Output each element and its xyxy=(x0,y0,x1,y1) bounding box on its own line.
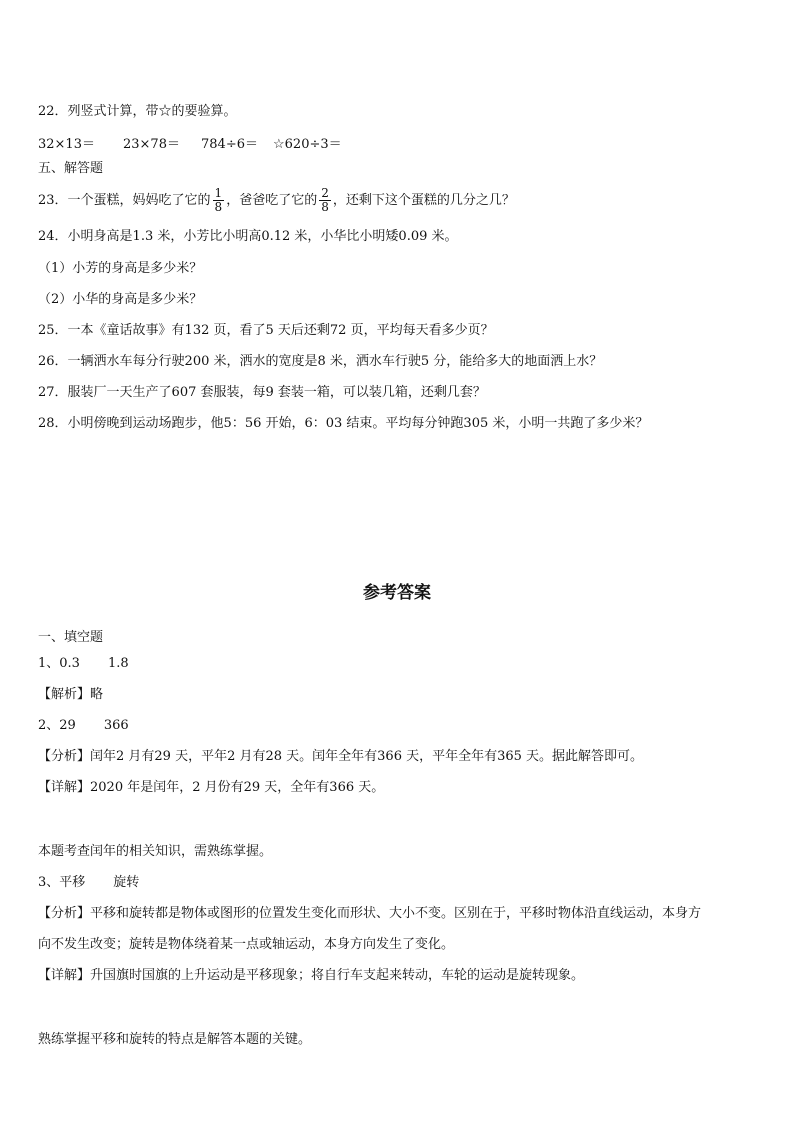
fraction-two-eighths: $\frac{2}{8}$ xyxy=(321,186,329,214)
answer-1-value-2: 1.8 xyxy=(107,656,129,671)
answer-3-value-1: 3、平移 xyxy=(38,875,86,890)
answer-1-value-1: 1、0.3 xyxy=(38,656,80,671)
answer-section-1-heading: 一、填空题 xyxy=(38,630,104,645)
question-24-part-1: （1）小芳的身高是多少米？ xyxy=(38,261,203,276)
answer-2-value-2: 366 xyxy=(103,718,129,733)
fraction-one-eighth: $\frac{1}{8}$ xyxy=(214,186,223,214)
question-28: 28．小明傍晚到运动场跑步，他5：56 开始，6：03 结束。平均每分钟跑305 米，小明一共跑了多少米？ xyxy=(38,416,649,431)
answer-3-analysis-line-1: 【分析】平移和旋转都是物体或图形的位置发生变化而形状、大小不变。区别在于，平移时物体沿直线运动，本身方 xyxy=(38,906,702,921)
calc-item-2: 23×78＝ xyxy=(123,137,180,152)
answers-title: 参考答案 xyxy=(363,583,431,603)
q23-text-pre: 23．一个蛋糕，妈妈吃了它的 xyxy=(38,193,211,208)
question-25: 25．一本《童话故事》有132 页，看了5 天后还剩72 页，平均每天看多少页？ xyxy=(38,323,494,338)
calc-item-4: ☆620÷3＝ xyxy=(273,137,342,152)
answer-2-detail: 【详解】2020 年是闰年，2 月份有29 天，全年有366 天。 xyxy=(38,780,385,795)
question-23 xyxy=(38,183,515,219)
answer-3-note: 熟练掌握平移和旋转的特点是解答本题的关键。 xyxy=(38,1032,312,1047)
question-22-calculations xyxy=(38,137,342,153)
question-24: 24．小明身高是1.3 米，小芳比小明高0.12 米，小华比小明矮0.09 米。 xyxy=(38,229,458,244)
answer-2-value-1: 2、29 xyxy=(38,718,76,733)
answer-1-analysis: 【解析】略 xyxy=(38,687,104,702)
answer-2 xyxy=(38,718,129,734)
calc-item-1: 32×13＝ xyxy=(38,137,95,152)
answer-2-analysis: 【分析】闰年2 月有29 天，平年2 月有28 天。闰年全年有366 天，平年全年有365 天。据此解答即可。 xyxy=(38,749,644,764)
question-24-part-2: （2）小华的身高是多少米？ xyxy=(38,292,203,307)
question-26: 26．一辆洒水车每分行驶200 米，洒水的宽度是8 米，洒水车行驶5 分，能给多大的地面洒上水？ xyxy=(38,354,603,369)
answer-2-note: 本题考查闰年的相关知识，需熟练掌握。 xyxy=(38,844,273,859)
q23-text-post: ，还剩下这个蛋糕的几分之几？ xyxy=(332,193,515,208)
calc-item-3: 784÷6＝ xyxy=(201,137,258,152)
question-22: 22．列竖式计算，带☆的要验算。 xyxy=(38,104,237,119)
question-27: 27．服装厂一天生产了607 套服装，每9 套装一箱，可以装几箱，还剩几套？ xyxy=(38,385,486,400)
answer-3 xyxy=(38,875,139,891)
answer-3-detail: 【详解】升国旗时国旗的上升运动是平移现象；将自行车支起来转动，车轮的运动是旋转现象。 xyxy=(38,968,585,983)
answer-1 xyxy=(38,656,129,672)
section-5-heading: 五、解答题 xyxy=(38,161,104,176)
answer-3-value-2: 旋转 xyxy=(113,875,140,890)
answer-3-analysis-line-2: 向不发生改变；旋转是物体绕着某一点或轴运动，本身方向发生了变化。 xyxy=(38,937,455,952)
q23-text-mid: ，爸爸吃了它的 xyxy=(226,193,318,208)
